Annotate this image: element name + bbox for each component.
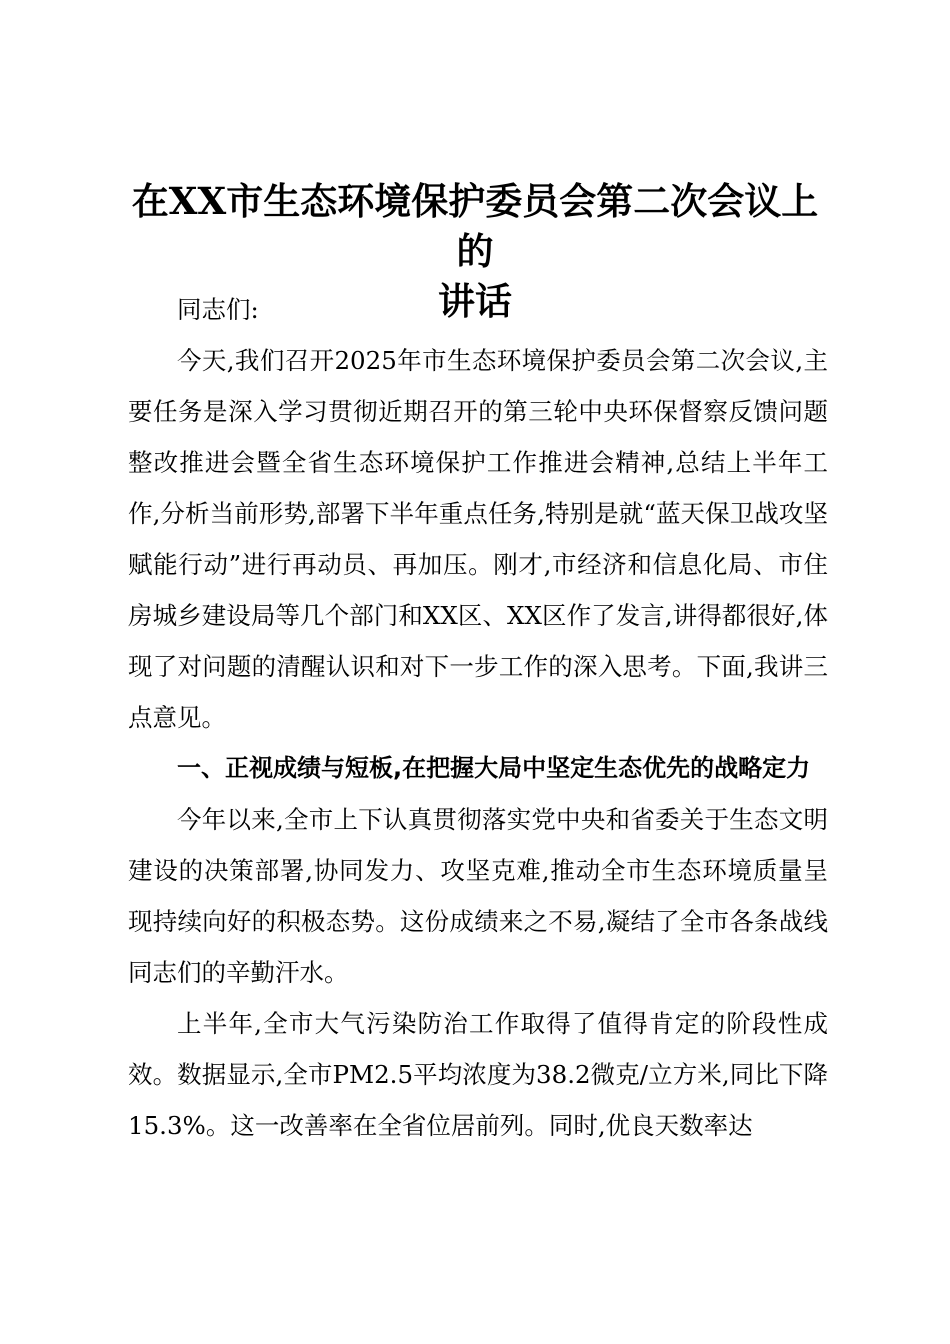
document-title-line-1: 在XX市生态环境保护委员会第二次会议上的 [131, 179, 819, 273]
document-title-line-2: 讲话 [438, 279, 512, 323]
paragraph-intro: 今天,我们召开2025年市生态环境保护委员会第二次会议,主要任务是深入学习贯彻近期召开的第三轮中央环保督察反馈问题整改推进会暨全省生态环境保护工作推进会精神,总结上半年工作,分析当前形势,部署下半年重点任务,特别是就“蓝天保卫战攻坚赋能行动”进行再动员、再加压。刚才,市经济和信息化局、市住房城乡建设局等几个部门和XX区、XX区作了发言,讲得都很好,体现了对问题的清醒认识和对下一步工作的深入思考。下面,我讲三点意见。 [128, 346, 828, 732]
salutation: 同志们: [177, 295, 259, 324]
document-body [128, 284, 828, 1151]
section-heading-1: 一、正视成绩与短板,在把握大局中坚定生态优先的战略定力 [177, 754, 811, 782]
paragraph-air-quality: 上半年,全市大气污染防治工作取得了值得肯定的阶段性成效。数据显示,全市PM2.5平均浓度为38.2微克/立方米,同比下降15.3%。这一改善率在全省位居前列。同时,优良天数率达 [128, 1009, 828, 1140]
paragraph-achievements: 今年以来,全市上下认真贯彻落实党中央和省委关于生态文明建设的决策部署,协同发力、攻坚克难,推动全市生态环境质量呈现持续向好的积极态势。这份成绩来之不易,凝结了全市各条战线同志们的辛勤汗水。 [128, 805, 828, 987]
